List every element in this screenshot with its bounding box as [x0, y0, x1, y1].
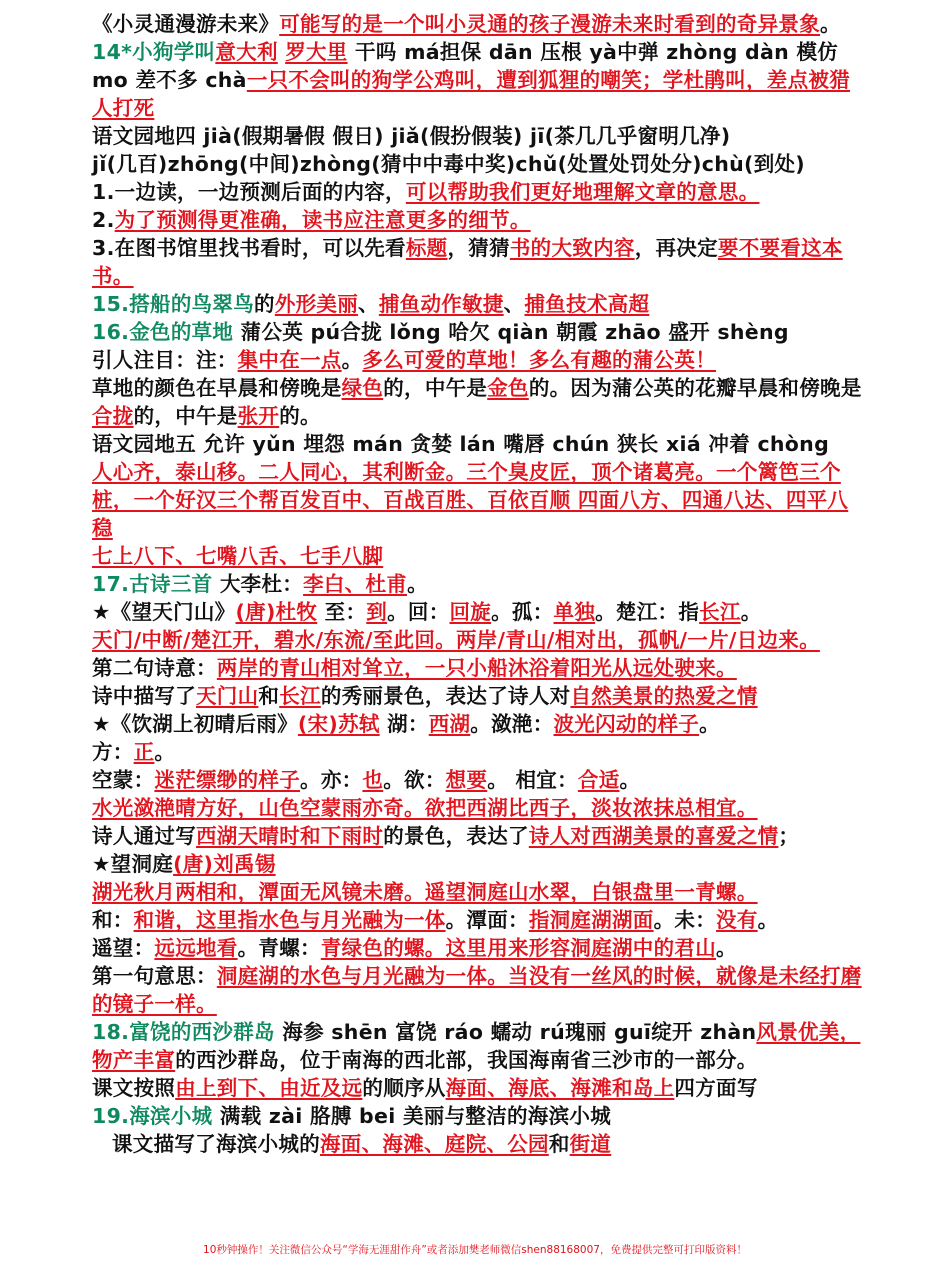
note-text: 。 — [619, 768, 641, 792]
answer-text: (唐)刘禹锡 — [173, 852, 276, 876]
note-line — [92, 794, 862, 822]
answer-text: 西湖天晴时和下雨时 — [196, 824, 384, 848]
note-text: 。 — [154, 740, 176, 764]
answer-text: 指洞庭湖湖面 — [528, 908, 654, 932]
answer-text: 外形美丽 — [274, 292, 359, 316]
note-text: 语文园地五 允许 yǔn 埋怨 mán 贪婪 lán 嘴唇 chún 狭长 xiá 冲着 chòng — [92, 432, 830, 456]
answer-text: 风景优美，物产丰富 — [92, 1020, 861, 1072]
note-line — [92, 570, 862, 598]
note-line — [92, 290, 862, 318]
note-line — [92, 10, 862, 38]
answer-text: 意大利 — [215, 40, 278, 64]
note-text: 的，中午是 — [383, 376, 488, 400]
answer-text: 西湖 — [428, 712, 471, 736]
answer-text: 书的大致内容 — [509, 236, 635, 260]
answer-text: 湖光秋月两相和，潭面无风镜未磨。遥望洞庭山水翠，白银盘里一青螺。 — [92, 880, 758, 904]
note-text: 。 — [716, 936, 737, 960]
note-text: 诗人通过写 — [92, 824, 196, 848]
note-text: 。潭面： — [445, 908, 529, 932]
note-text: 。 — [407, 572, 428, 596]
note-line — [92, 1018, 862, 1074]
answer-text: 洞庭湖的水色与月光融为一体。当没有一丝风的时候，就像是未经打磨的镜子一样。 — [92, 964, 862, 1016]
answer-text: 李白、杜甫 — [303, 572, 408, 596]
note-text: 课文按照 — [92, 1076, 176, 1100]
note-text: 的秀丽景色，表达了诗人对 — [320, 684, 571, 708]
note-text: 。楚江：指 — [595, 600, 700, 624]
answer-text: 长江 — [279, 684, 321, 708]
note-line — [92, 766, 862, 794]
note-text: 和： — [92, 908, 134, 932]
note-text: 1.一边读，一边预测后面的内容， — [92, 180, 406, 204]
lesson-heading: 15.搭船的鸟翠鸟 — [92, 292, 255, 316]
note-text: 的。因为蒲公英的花瓣早晨和傍晚是 — [528, 376, 862, 400]
note-text: 。潋滟： — [470, 712, 554, 736]
note-text: 的 — [254, 292, 275, 316]
note-text: 语文园地四 jià(假期暑假 假日) jiǎ(假扮假装) jī(茶几几乎窗明几净) — [92, 124, 731, 148]
note-text: 满载 zài 胳膊 bei 美丽与整洁的海滨小城 — [212, 1104, 612, 1128]
lesson-heading: 14*小狗学叫 — [92, 40, 216, 64]
answer-text: 和谐，这里指水色与月光融为一体 — [133, 908, 446, 932]
note-text: 。欲： — [383, 768, 446, 792]
note-line — [92, 878, 862, 906]
answer-text: 可以帮助我们更好地理解文章的意思。 — [405, 180, 760, 204]
note-line — [92, 122, 862, 150]
note-text: 的。 — [279, 404, 321, 428]
answer-text: (宋)苏轼 — [297, 712, 380, 736]
note-text: 的顺序从 — [362, 1076, 446, 1100]
answer-text: 为了预测得更准确，读书应注意更多的细节。 — [114, 208, 531, 232]
answer-text: 波光闪动的样子 — [553, 712, 700, 736]
note-line — [92, 38, 862, 122]
note-text: 。青螺： — [237, 936, 321, 960]
note-line — [92, 738, 862, 766]
answer-text: 水光潋滟晴方好，山色空蒙雨亦奇。欲把西湖比西子，淡妆浓抹总相宜。 — [92, 796, 758, 820]
note-text: 草地的颜色在早晨和傍晚是 — [92, 376, 342, 400]
note-text: 。未： — [653, 908, 717, 932]
note-line — [92, 654, 862, 682]
note-text: 诗中描写了 — [92, 684, 196, 708]
answer-text: 天门/中断/楚江开，碧水/东流/至此回。两岸/青山/相对出，孤帆/一片/日边来。 — [92, 628, 820, 652]
answer-text: (唐)杜牧 — [235, 600, 318, 624]
note-line — [92, 850, 862, 878]
note-line — [92, 906, 862, 934]
lesson-heading: 19.海滨小城 — [92, 1104, 213, 1128]
note-text: 的西沙群岛，位于南海的西北部，我国海南省三沙市的一部分。 — [175, 1048, 758, 1072]
note-text: 、 — [358, 292, 379, 316]
answer-text: 没有 — [716, 908, 758, 932]
note-text: ★望洞庭 — [92, 852, 174, 876]
answer-text: 集中在一点 — [237, 348, 342, 372]
note-line — [92, 934, 862, 962]
note-text: 蒲公英 pú合拢 lǒng 哈欠 qiàn 朝霞 zhāo 盛开 shèng — [233, 320, 789, 344]
answer-text: 两岸的青山相对耸立，一只小船沐浴着阳光从远处驶来。 — [216, 656, 737, 680]
note-text: ★《饮湖上初晴后雨》 — [92, 712, 298, 736]
answer-text: 天门山 — [196, 684, 259, 708]
note-line — [92, 206, 862, 234]
note-text: 四方面写 — [674, 1076, 758, 1100]
answer-text: 由上到下、由近及远 — [175, 1076, 363, 1100]
answer-text: 多么可爱的草地！多么有趣的蒲公英！ — [362, 348, 717, 372]
answer-text: 人心齐，泰山移。二人同心，其利断金。三个臭皮匠，顶个诸葛亮。一个篱笆三个桩，一个好汉三个帮百发百中、百战百胜、百依百顺 四面八方、四通八达、四平八稳 — [92, 460, 849, 540]
answer-text: 张开 — [237, 404, 280, 428]
note-text: 至： — [317, 600, 367, 624]
note-line — [92, 1074, 862, 1102]
note-line — [92, 234, 862, 290]
note-text: 。 — [341, 348, 363, 372]
note-line — [92, 598, 862, 626]
note-text: 遥望： — [92, 936, 155, 960]
note-line — [92, 150, 862, 178]
note-line — [92, 458, 862, 542]
note-line — [92, 178, 862, 206]
note-text: ★《望天门山》 — [92, 600, 236, 624]
note-text: 。 相宜： — [487, 768, 578, 792]
note-text: 方： — [92, 740, 134, 764]
note-text: 的，中午是 — [133, 404, 238, 428]
note-text: 和 — [258, 684, 280, 708]
note-text: 。回： — [387, 600, 450, 624]
note-text: 《小灵通漫游未来》 — [92, 12, 280, 36]
note-text: 干吗 má担保 dān 压根 yà中弹 zhòng dàn 模仿 mo 差不多 chà — [92, 40, 839, 92]
note-line — [92, 346, 862, 374]
note-text: 2. — [92, 208, 115, 232]
note-text: 第一句意思： — [92, 964, 217, 988]
answer-text: 要不要看这本书。 — [92, 236, 843, 288]
answer-text: 迷茫缥缈的样子 — [154, 768, 301, 792]
note-text: 引人注目：注： — [92, 348, 238, 372]
answer-text: 回旋 — [449, 600, 492, 624]
note-text: 、 — [503, 292, 525, 316]
note-text: 海参 shēn 富饶 ráo 蠕动 rú瑰丽 guī绽开 zhàn — [274, 1020, 757, 1044]
answer-text: 罗大里 — [285, 40, 348, 64]
answer-text: 想要 — [445, 768, 488, 792]
note-line — [92, 682, 862, 710]
lesson-heading: 16.金色的草地 — [92, 320, 234, 344]
answer-text: 到 — [366, 600, 388, 624]
note-text: 3.在图书馆里找书看时，可以先看 — [92, 236, 406, 260]
answer-text: 可能写的是一个叫小灵通的孩子漫游未来时看到的奇异景象 — [279, 12, 821, 36]
notes-content — [0, 10, 950, 1158]
note-line — [92, 374, 862, 430]
note-text: 空蒙： — [92, 768, 155, 792]
footer-promo-text: 10秒钟操作！关注微信公众号“学海无涯甜作舟”或者添加樊老师微信shen88168007，免费提供完整可打印版资料！ — [203, 1244, 747, 1256]
note-line — [92, 710, 862, 738]
answer-text: 捕鱼技术高超 — [524, 292, 650, 316]
note-text: 。亦： — [300, 768, 363, 792]
answer-text: 诗人对西湖美景的喜爱之情 — [528, 824, 779, 848]
note-text: 。 — [699, 712, 720, 736]
lesson-heading: 18.富饶的西沙群岛 — [92, 1020, 275, 1044]
note-line — [92, 626, 862, 654]
note-line — [92, 822, 862, 850]
note-line — [92, 430, 862, 458]
note-text: jǐ(几百)zhōng(中间)zhòng(猜中中毒中奖)chǔ(处置处罚处分)chù(到处) — [92, 152, 805, 176]
answer-text: 标题 — [405, 236, 448, 260]
note-text: 。 — [740, 600, 762, 624]
answer-text: 合适 — [577, 768, 620, 792]
answer-text: 海面、海底、海滩和岛上 — [445, 1076, 675, 1100]
answer-text: 自然美景的热爱之情 — [570, 684, 758, 708]
answer-text: 街道 — [569, 1132, 612, 1156]
answer-text: 绿色 — [341, 376, 384, 400]
note-line — [92, 962, 862, 1018]
note-text: 第二句诗意： — [92, 656, 217, 680]
note-text: ，再决定 — [634, 236, 718, 260]
answer-text: 单独 — [553, 600, 596, 624]
answer-text: 一只不会叫的狗学公鸡叫，遭到狐狸的嘲笑；学杜鹃叫，差点被猎人打死 — [92, 68, 851, 120]
answer-text: 七上八下、七嘴八舌、七手八脚 — [92, 544, 384, 568]
answer-text: 合拢 — [92, 404, 134, 428]
answer-text: 海面、海滩、庭院、公园 — [320, 1132, 549, 1156]
lesson-heading: 17.古诗三首 — [92, 572, 213, 596]
answer-text: 捕鱼动作敏捷 — [378, 292, 504, 316]
note-text: ，猜猜 — [447, 236, 510, 260]
answer-text: 远远地看 — [154, 936, 238, 960]
note-line — [112, 1130, 862, 1158]
answer-text: 也 — [362, 768, 384, 792]
note-text: 湖： — [379, 712, 429, 736]
answer-text: 长江 — [699, 600, 741, 624]
note-line — [92, 1102, 862, 1130]
note-text: 大李杜： — [212, 572, 304, 596]
answer-text: 青绿色的螺。这里用来形容洞庭湖中的君山 — [320, 936, 717, 960]
note-line — [92, 542, 862, 570]
note-text: 。孤： — [491, 600, 554, 624]
note-line — [92, 318, 862, 346]
note-text: 和 — [548, 1132, 570, 1156]
answer-text: 金色 — [487, 376, 529, 400]
note-text: 的景色，表达了 — [383, 824, 529, 848]
note-text: ； — [778, 824, 800, 848]
note-text: 课文描写了海滨小城的 — [112, 1132, 320, 1156]
note-text: 。 — [757, 908, 779, 932]
answer-text: 正 — [133, 740, 155, 764]
note-text: 。 — [820, 12, 841, 36]
